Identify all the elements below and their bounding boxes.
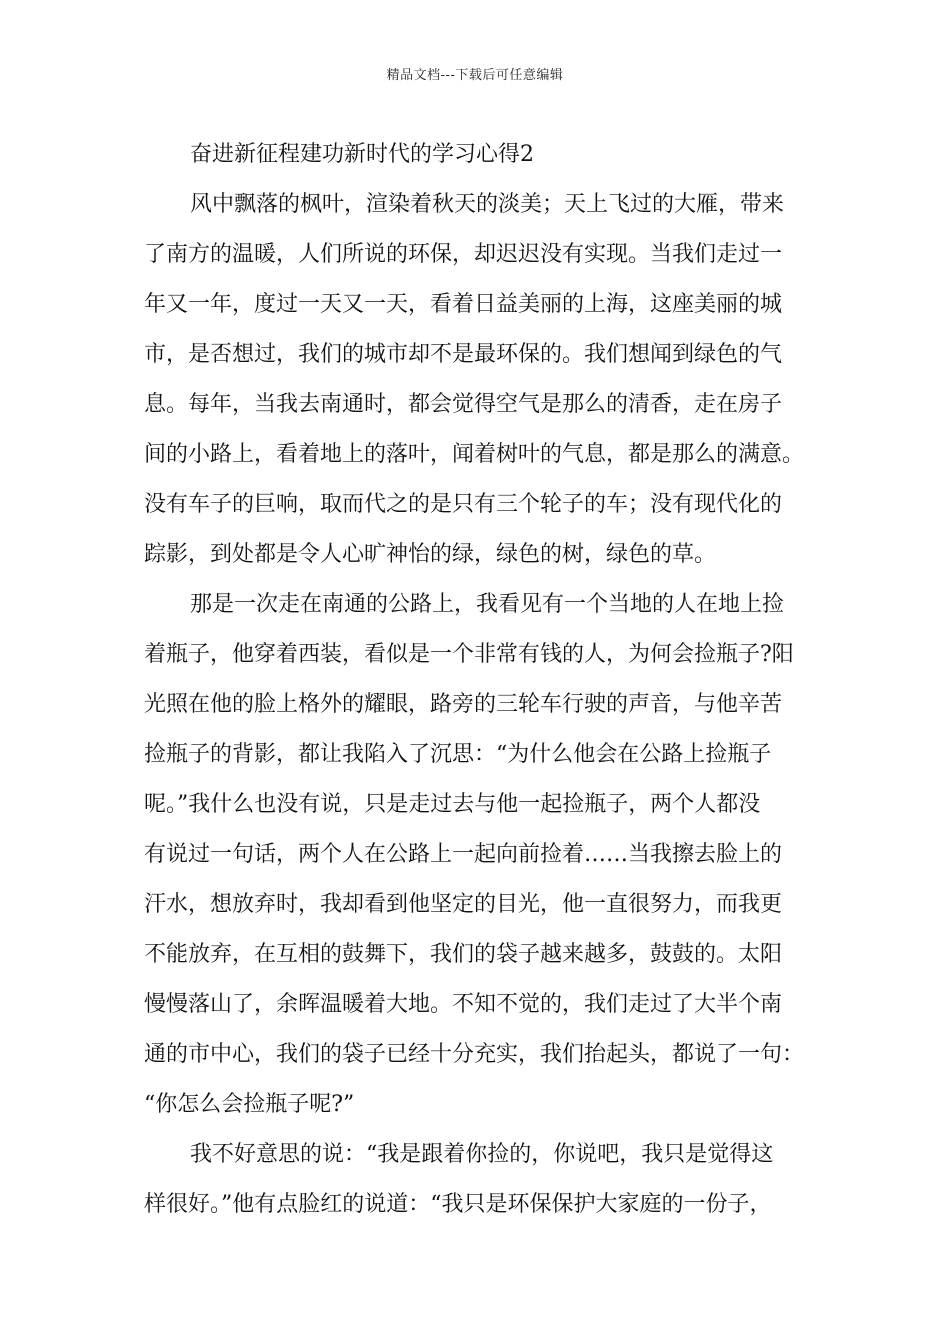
paragraph-line: 捡瓶子的背影，都让我陷入了沉思：“为什么他会在公路上捡瓶子 bbox=[144, 742, 772, 767]
paragraph-line: 慢慢落山了，余晖温暖着大地。不知不觉的，我们走过了大半个南 bbox=[144, 992, 783, 1017]
paragraph-line: 不能放弃，在互相的鼓舞下，我们的袋子越来越多，鼓鼓的。太阳 bbox=[144, 942, 783, 967]
paragraph-line: “你怎么会捡瓶子呢?” bbox=[144, 1092, 355, 1117]
paragraph-line: 间的小路上，看着地上的落叶，闻着树叶的气息，都是那么的满意。 bbox=[144, 442, 805, 467]
paragraph-line: 光照在他的脸上格外的耀眼，路旁的三轮车行驶的声音，与他辛苦 bbox=[144, 692, 783, 717]
paragraph-line: 呢。”我什么也没有说，只是走过去与他一起捡瓶子，两个人都没 bbox=[144, 792, 761, 817]
paragraph bbox=[144, 580, 830, 1130]
paragraph-line: 有说过一句话，两个人在公路上一起向前捡着……当我擦去脸上的 bbox=[144, 842, 783, 867]
paragraph bbox=[144, 180, 830, 580]
header-note: 精品文档---下载后可任意编辑 bbox=[386, 68, 564, 83]
document-body bbox=[144, 130, 830, 1230]
paragraph-line: 息。每年，当我去南通时，都会觉得空气是那么的清香，走在房子 bbox=[144, 392, 783, 417]
paragraph-line: 市，是否想过，我们的城市却不是最环保的。我们想闻到绿色的气 bbox=[144, 342, 783, 367]
paragraph-line: 风中飘落的枫叶，渲染着秋天的淡美；天上飞过的大雁，带来 bbox=[190, 192, 785, 217]
paragraph-line: 那是一次走在南通的公路上，我看见有一个当地的人在地上捡 bbox=[190, 592, 785, 617]
paragraph-line: 了南方的温暖，人们所说的环保，却迟迟没有实现。当我们走过一 bbox=[144, 242, 783, 267]
paragraph-line: 着瓶子，他穿着西装，看似是一个非常有钱的人，为何会捡瓶子?阳 bbox=[144, 642, 794, 667]
paragraph-line: 通的市中心，我们的袋子已经十分充实，我们抬起头，都说了一句： bbox=[144, 1042, 805, 1067]
paragraph-line: 没有车子的巨响，取而代之的是只有三个轮子的车；没有现代化的 bbox=[144, 492, 783, 517]
document-title: 奋进新征程建功新时代的学习心得2 bbox=[190, 142, 534, 167]
paragraph-line: 踪影，到处都是令人心旷神怡的绿，绿色的树，绿色的草。 bbox=[144, 542, 717, 567]
paragraph-line: 样很好。”他有点脸红的说道：“我只是环保保护大家庭的一份子， bbox=[144, 1192, 772, 1217]
paragraph bbox=[144, 1130, 830, 1230]
paragraph-line: 我不好意思的说：“我是跟着你捡的，你说吧，我只是觉得这 bbox=[190, 1142, 774, 1167]
paragraph-line: 年又一年，度过一天又一天，看着日益美丽的上海，这座美丽的城 bbox=[144, 292, 783, 317]
paragraph-line: 汗水，想放弃时，我却看到他坚定的目光，他一直很努力，而我更 bbox=[144, 892, 783, 917]
